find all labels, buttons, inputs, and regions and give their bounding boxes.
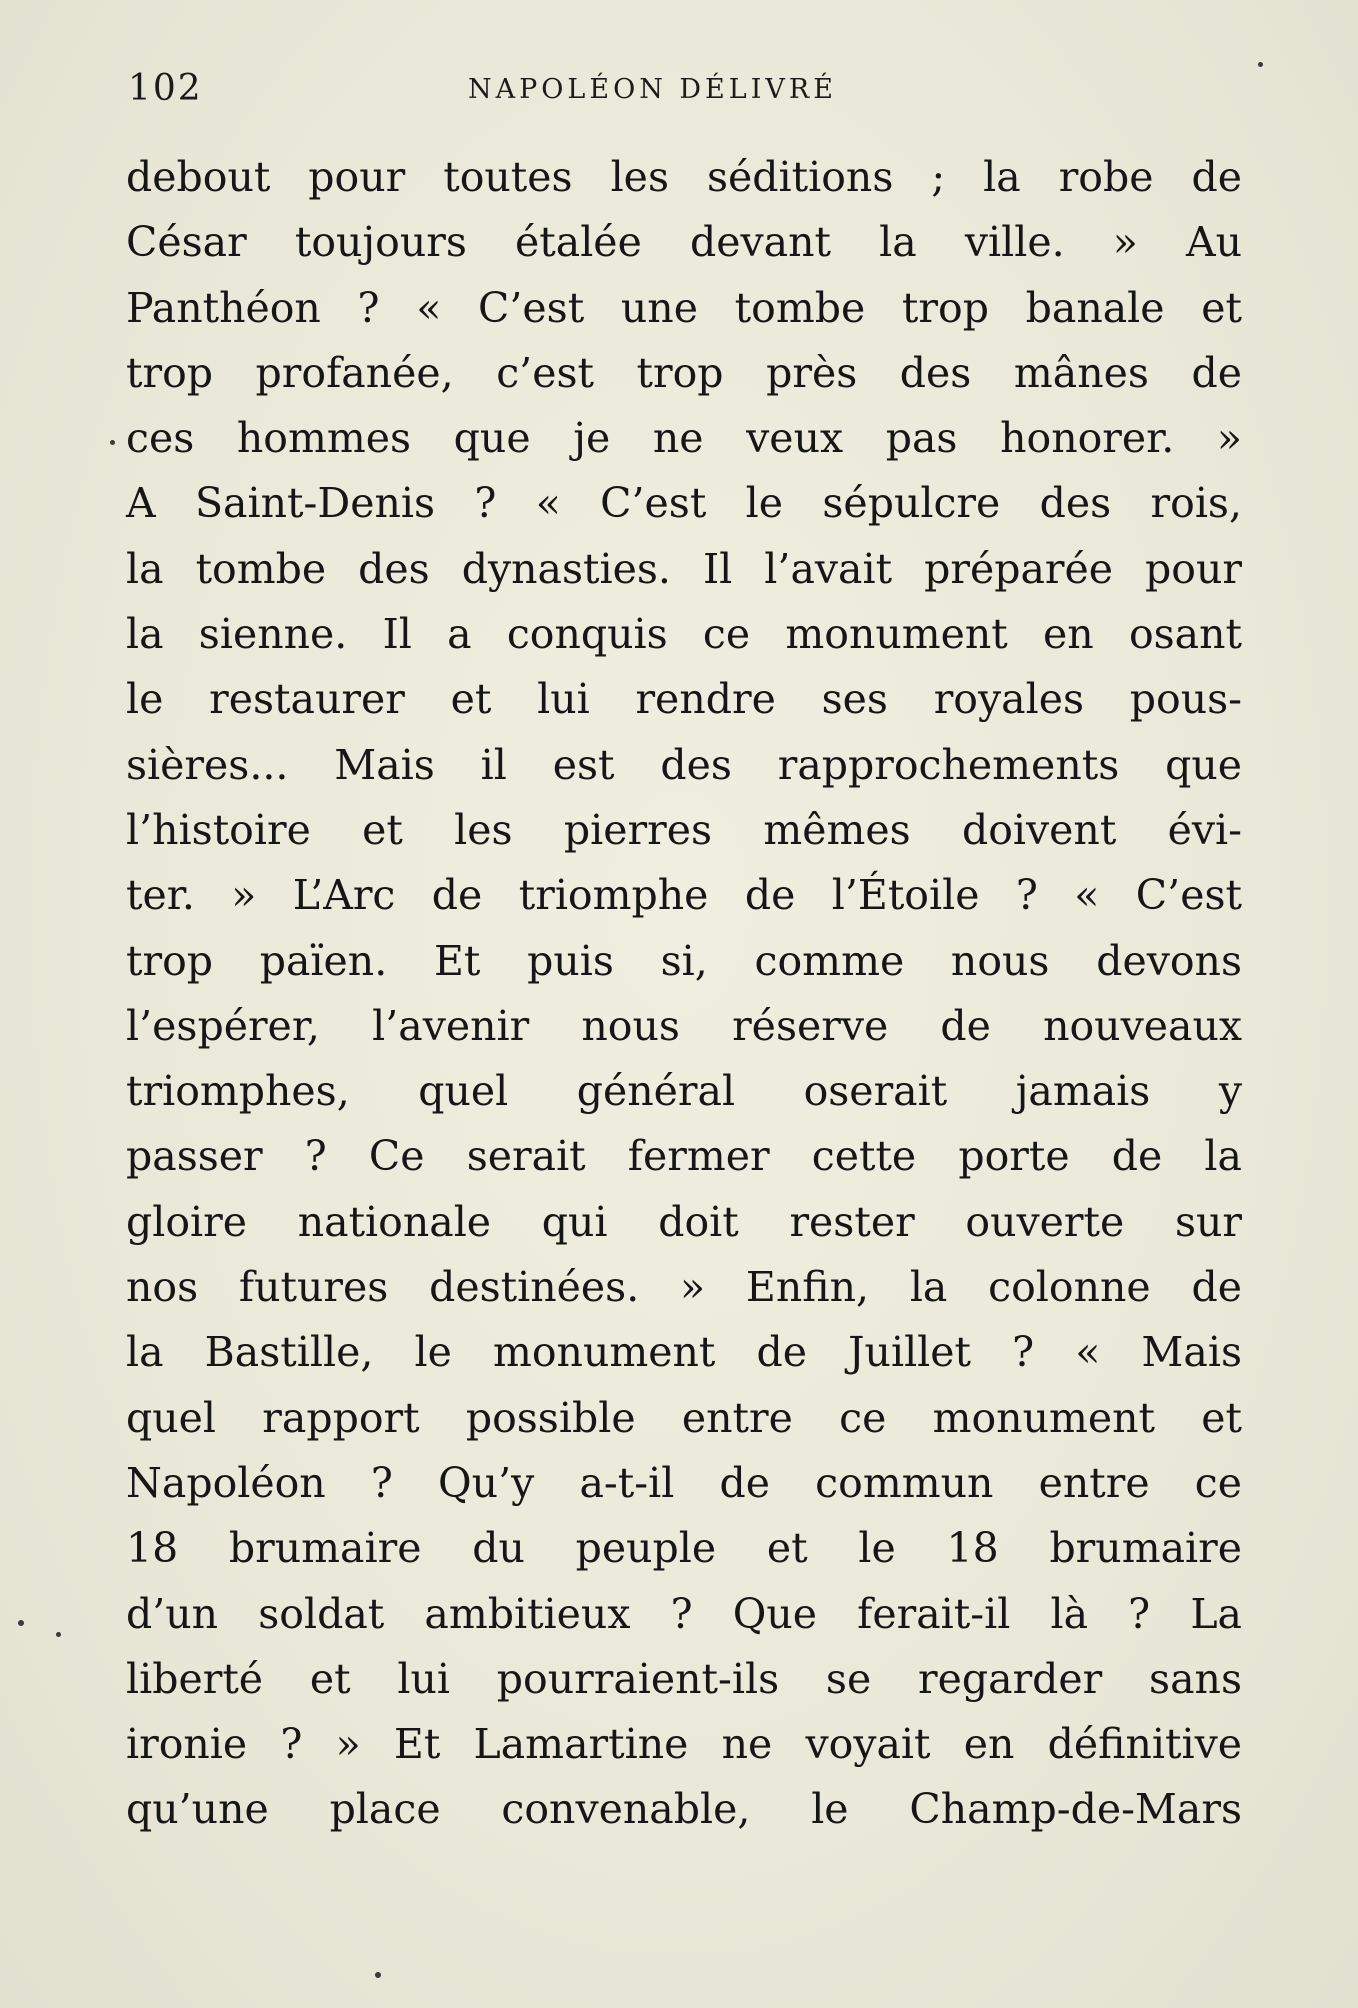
paper-speck — [56, 1632, 61, 1637]
text-line: triomphes, quel général oserait jamais y — [126, 1067, 1242, 1116]
text-line: ces hommes que je ne veux pas honorer. » — [126, 414, 1242, 463]
text-line: l’histoire et les pierres mêmes doivent évi- — [126, 805, 1242, 854]
text-line: ironie ? » Et Lamartine ne voyait en définitive — [126, 1720, 1242, 1769]
text-line: d’un soldat ambitieux ? Que ferait-il là ? La — [126, 1589, 1242, 1638]
text-line: nos futures destinées. » Enfin, la colonne de — [126, 1263, 1242, 1312]
body-text — [126, 145, 1242, 1843]
text-line: 18 brumaire du peuple et le 18 brumaire — [126, 1524, 1242, 1573]
running-head: NAPOLÉON DÉLIVRÉ — [468, 74, 837, 105]
text-line: passer ? Ce serait fermer cette porte de la — [126, 1132, 1242, 1181]
paper-speck — [1258, 62, 1263, 67]
paper-speck — [110, 440, 115, 445]
text-line: trop païen. Et puis si, comme nous devons — [126, 936, 1242, 985]
text-line: le restaurer et lui rendre ses royales pous- — [126, 675, 1242, 724]
text-line: debout pour toutes les séditions ; la robe de — [126, 153, 1242, 201]
text-line: la Bastille, le monument de Juillet ? « Mais — [126, 1328, 1242, 1377]
text-line: trop profanée, c’est trop près des mânes de — [126, 348, 1242, 397]
text-line: gloire nationale qui doit rester ouverte sur — [126, 1197, 1242, 1246]
paper-speck — [375, 1972, 381, 1978]
text-line: la sienne. Il a conquis ce monument en osant — [126, 610, 1242, 659]
text-line: sières... Mais il est des rapprochements que — [126, 740, 1242, 789]
text-line: César toujours étalée devant la ville. » Au — [126, 218, 1242, 267]
text-line: A Saint-Denis ? « C’est le sépulcre des rois, — [126, 479, 1242, 528]
paper-speck — [18, 1620, 24, 1626]
page-number: 102 — [128, 68, 203, 109]
page-header — [128, 64, 1238, 124]
text-line: qu’une place convenable, le Champ-de-Mars — [126, 1785, 1242, 1834]
text-line: Napoléon ? Qu’y a-t-il de commun entre ce — [126, 1458, 1242, 1507]
text-line: Panthéon ? « C’est une tombe trop banale et — [126, 283, 1242, 332]
text-line: l’espérer, l’avenir nous réserve de nouveaux — [126, 1001, 1242, 1050]
text-line: ter. » L’Arc de triomphe de l’Étoile ? « C’est — [126, 871, 1242, 920]
text-line: la tombe des dynasties. Il l’avait préparée pour — [126, 544, 1242, 593]
text-line: liberté et lui pourraient-ils se regarder sans — [126, 1654, 1242, 1703]
text-line: quel rapport possible entre ce monument et — [126, 1393, 1242, 1442]
